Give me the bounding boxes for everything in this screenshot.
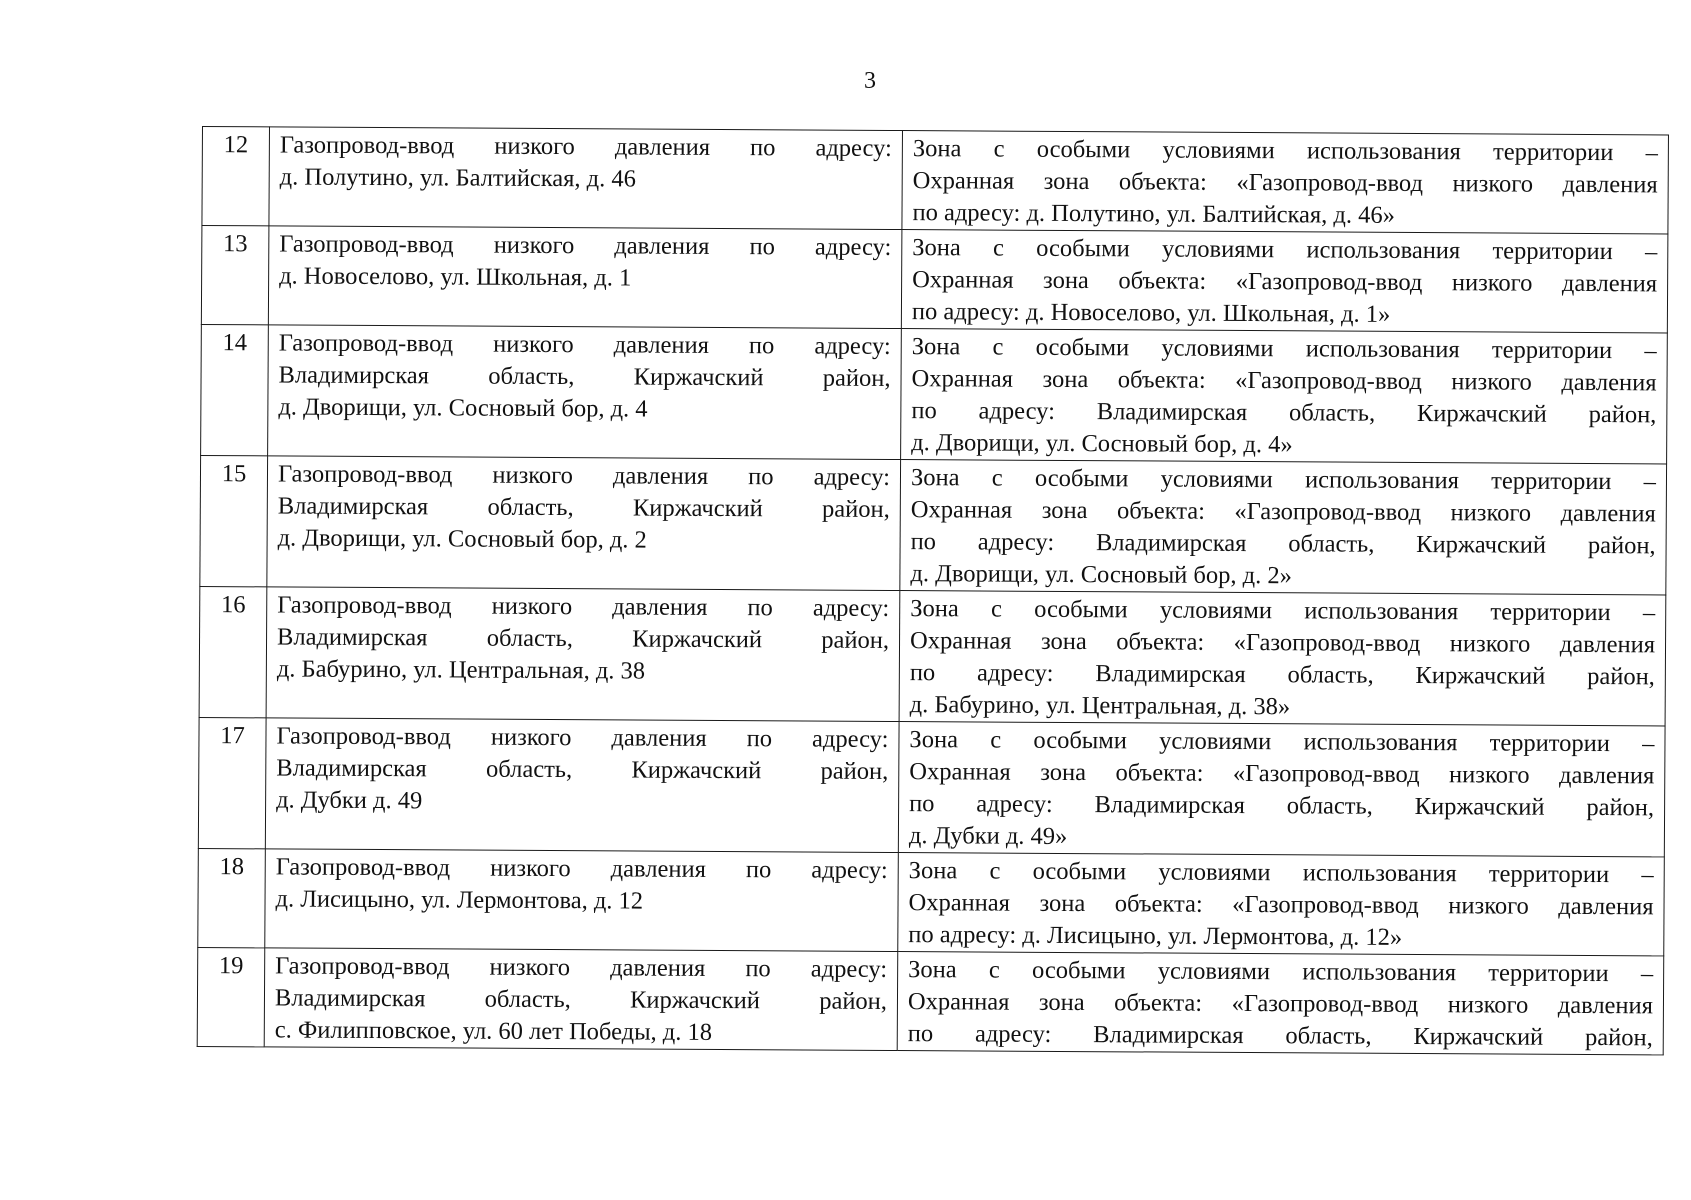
zone-description-line: Зона с особыми условиями использования территории – — [912, 234, 1658, 266]
zone-description-cell — [898, 853, 1665, 956]
zone-description-line: Зона с особыми условиями использования территории – — [910, 464, 1657, 496]
zone-description-line: д. Дворищи, ул. Сосновый бор, д. 4» — [911, 429, 1293, 459]
object-description-line: Газопровод-ввод низкого давления по адресу: — [275, 952, 888, 983]
zone-description-line: д. Дворищи, ул. Сосновый бор, д. 2» — [910, 560, 1292, 590]
row-number: 15 — [200, 455, 268, 586]
row-number: 13 — [201, 226, 269, 325]
object-description-line: д. Дубки д. 49 — [276, 786, 423, 815]
zone-description-line: по адресу: Владимирская область, Киржачский район, — [909, 659, 1655, 691]
zone-description-cell — [897, 952, 1664, 1055]
object-description-line: Газопровод-ввод низкого давления по адресу: — [279, 230, 892, 261]
zone-description-cell — [902, 131, 1669, 234]
object-description-cell — [266, 587, 900, 722]
zone-description-cell — [899, 591, 1666, 726]
zone-description-line: по адресу: д. Лисицыно, ул. Лермонтова, д. 12» — [908, 921, 1403, 951]
object-description-line: д. Полутино, ул. Балтийская, д. 46 — [279, 163, 637, 193]
zone-description-line: д. Бабурино, ул. Центральная, д. 38» — [909, 691, 1291, 721]
row-number: 19 — [197, 947, 265, 1046]
object-description-line: с. Филипповское, ул. 60 лет Победы, д. 18 — [274, 1016, 713, 1046]
zone-description-line: Зона с особыми условиями использования территории – — [911, 333, 1657, 365]
zone-description-line: по адресу: д. Новоселово, ул. Школьная, д. 1» — [911, 298, 1391, 328]
object-description-line: Газопровод-ввод низкого давления по адресу: — [277, 460, 891, 491]
table-row — [198, 717, 1665, 856]
zone-description-line: Охранная зона объекта: «Газопровод-ввод низкого давления — [910, 496, 1656, 528]
row-number: 18 — [198, 848, 266, 947]
object-description-line: Газопровод-ввод низкого давления по адресу: — [277, 591, 890, 622]
object-description-line: Газопровод-ввод низкого давления по адресу: — [278, 329, 891, 360]
zone-description-cell — [900, 460, 1667, 595]
page-number: 3 — [864, 68, 876, 94]
zone-description-line: Зона с особыми условиями использования территории – — [908, 956, 1654, 988]
object-description-line: Владимирская область, Киржачский район, — [274, 984, 888, 1015]
zone-description-line: Охранная зона объекта: «Газопровод-ввод низкого давления — [909, 758, 1655, 790]
object-description-line: д. Дворищи, ул. Сосновый бор, д. 4 — [278, 393, 648, 423]
object-description-line: Владимирская область, Киржачский район, — [277, 492, 890, 523]
zones-table — [197, 126, 1669, 1055]
table-row — [198, 848, 1665, 955]
zone-description-line: по адресу: Владимирская область, Киржачский район, — [911, 397, 1657, 429]
zone-description-line: Охранная зона объекта: «Газопровод-ввод низкого давления — [912, 167, 1658, 199]
row-number: 12 — [202, 127, 270, 226]
table-row — [201, 324, 1668, 463]
table-body — [197, 127, 1668, 1055]
object-description-line: д. Дворищи, ул. Сосновый бор, д. 2 — [277, 524, 647, 554]
object-description-cell — [268, 226, 902, 329]
object-description-line: д. Лисицыно, ул. Лермонтова, д. 12 — [275, 885, 644, 915]
object-description-cell — [267, 456, 901, 591]
object-description-line: Газопровод-ввод низкого давления по адресу: — [276, 722, 889, 753]
zone-description-line: Зона с особыми условиями использования территории – — [910, 595, 1656, 627]
zone-description-line: по адресу: Владимирская область, Киржачский район, — [909, 790, 1655, 822]
object-description-cell — [268, 325, 902, 460]
zone-description-cell — [901, 230, 1668, 333]
row-number: 17 — [198, 717, 266, 848]
zone-description-line: по адресу: Владимирская область, Киржачский район, — [910, 528, 1656, 560]
zone-description-line: по адресу: Владимирская область, Киржачский район, — [907, 1020, 1653, 1052]
zone-description-line: д. Дубки д. 49» — [908, 822, 1068, 850]
zone-description-line: Охранная зона объекта: «Газопровод-ввод низкого давления — [909, 627, 1656, 659]
object-description-line: Владимирская область, Киржачский район, — [276, 623, 890, 654]
object-description-cell — [264, 948, 898, 1051]
object-description-line: Владимирская область, Киржачский район, — [276, 754, 889, 785]
row-number: 14 — [201, 324, 269, 455]
table-row — [201, 226, 1668, 333]
zone-description-line: Охранная зона объекта: «Газопровод-ввод низкого давления — [911, 365, 1657, 397]
row-number: 16 — [199, 586, 267, 717]
zone-description-line: Охранная зона объекта: «Газопровод-ввод низкого давления — [907, 988, 1654, 1020]
zone-description-cell — [901, 329, 1668, 464]
object-description-line: Газопровод-ввод низкого давления по адресу: — [279, 131, 892, 162]
object-description-cell — [265, 718, 899, 853]
table-row — [200, 455, 1667, 594]
table-row — [197, 947, 1664, 1054]
zone-description-line: Зона с особыми условиями использования территории – — [909, 726, 1655, 758]
object-description-line: д. Новоселово, ул. Школьная, д. 1 — [279, 262, 632, 292]
object-description-cell — [269, 127, 903, 230]
object-description-line: д. Бабурино, ул. Центральная, д. 38 — [276, 655, 646, 685]
object-description-cell — [265, 849, 899, 952]
zone-description-line: Зона с особыми условиями использования территории – — [908, 857, 1654, 889]
object-description-line: Владимирская область, Киржачский район, — [278, 361, 891, 392]
object-description-line: Газопровод-ввод низкого давления по адресу: — [275, 853, 888, 884]
zone-description-line: Охранная зона объекта: «Газопровод-ввод низкого давления — [908, 889, 1654, 921]
zone-description-line: Охранная зона объекта: «Газопровод-ввод низкого давления — [912, 266, 1658, 298]
table-row — [199, 586, 1666, 725]
zone-description-cell — [898, 722, 1665, 857]
zone-description-line: по адресу: д. Полутино, ул. Балтийская, д. 46» — [912, 199, 1396, 229]
table-row — [202, 127, 1669, 234]
zone-description-line: Зона с особыми условиями использования территории – — [912, 135, 1658, 167]
